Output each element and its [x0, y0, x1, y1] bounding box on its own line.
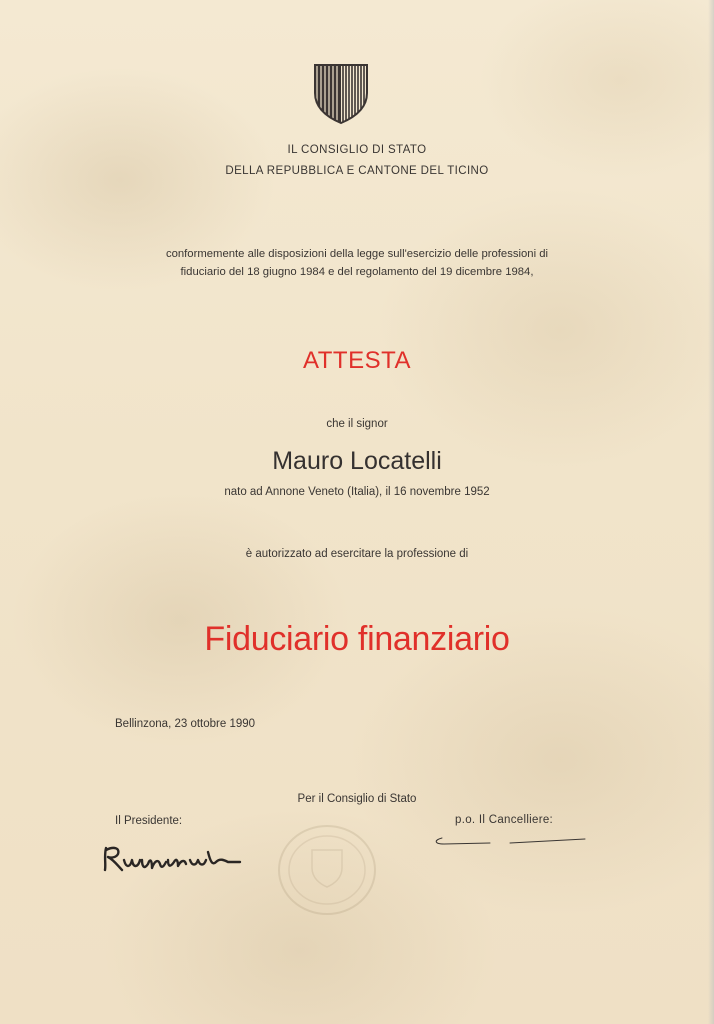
place-date: Bellinzona, 23 ottobre 1990 [115, 718, 256, 730]
holder-name: Mauro Locatelli [272, 447, 442, 475]
canton-ticino-crest-icon [313, 63, 369, 125]
authorization-text: è autorizzato ad esercitare la professione di [245, 548, 469, 560]
cancelliere-label: p.o. Il Cancelliere: [455, 814, 554, 826]
authority-line-2: DELLA REPUBBLICA E CANTONE DEL TICINO [225, 165, 489, 177]
presidente-label: Il Presidente: [115, 815, 183, 827]
authority-line-1: IL CONSIGLIO DI STATO [287, 144, 427, 156]
profession-title: Fiduciario finanziario [204, 620, 510, 658]
attesta-heading: ATTESTA [303, 347, 411, 374]
cancelliere-signature [430, 832, 590, 852]
signatures-heading: Per il Consiglio di Stato [297, 793, 417, 805]
embossed-seal-icon [272, 820, 382, 920]
birth-info: nato ad Annone Veneto (Italia), il 16 novembre 1952 [224, 486, 490, 498]
intro-text: che il signor [326, 418, 388, 430]
presidente-signature [100, 838, 250, 878]
legal-basis-line-1: conformemente alle disposizioni della legge sull'esercizio delle professioni di [165, 248, 549, 260]
legal-basis-line-2: fiduciario del 18 giugno 1984 e del regolamento del 19 dicembre 1984, [180, 266, 534, 278]
